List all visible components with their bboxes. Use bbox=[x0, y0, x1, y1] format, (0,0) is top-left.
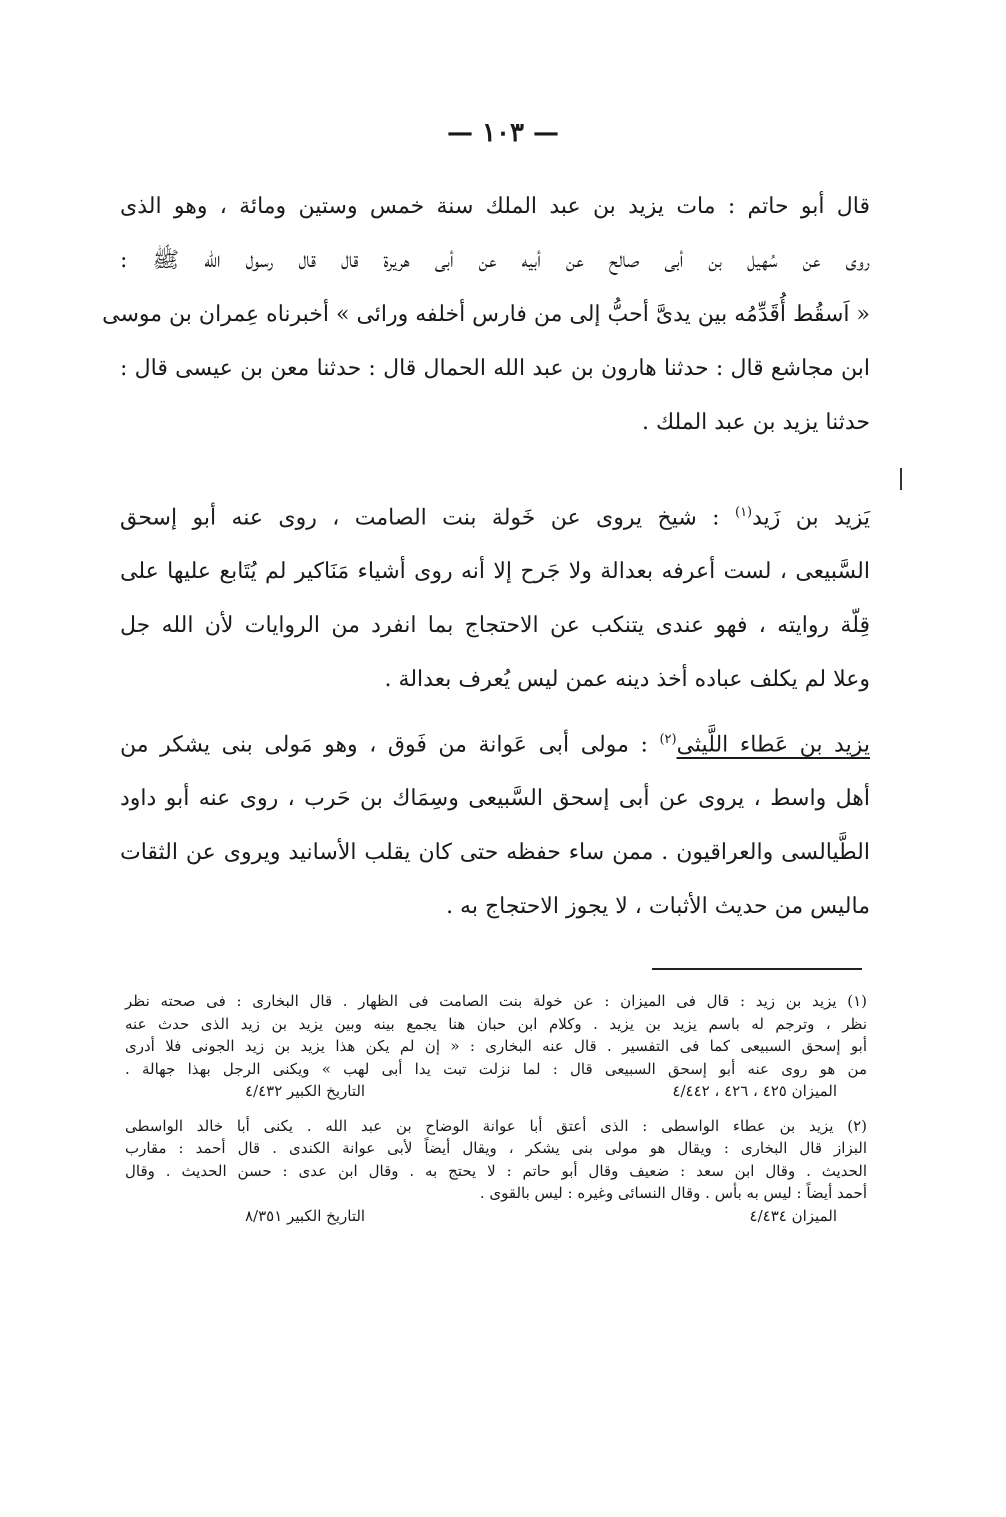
entry-text: : مولى أبى عَوانة من فَوق ، وهو مَولى بنى يشكر من bbox=[120, 732, 660, 758]
footnote-1 bbox=[125, 990, 867, 1103]
paragraph-yazid-ibn-zayd bbox=[120, 486, 870, 707]
footnote-line: (٢) يزيد بن عطاء الواسطى : الذى أعتق أبا عوانة الوضاح بن عبد الله . يكنى أبا خالد الواسطى bbox=[125, 1116, 867, 1135]
footnote-line: أبو إسحق السبيعى كما فى التفسير . قال عنه البخارى : « إن لم يكن هذا يزيد بن زيد الجونى فلا أدرى bbox=[125, 1037, 867, 1055]
footnote-line: (١) يزيد بن زيد : قال فى الميزان : عن خولة بنت الصامت فى الظهار . قال البخارى : فى صحته نظر bbox=[125, 992, 867, 1010]
footnote-ref: (٢) bbox=[659, 732, 677, 747]
footnote-references bbox=[125, 1205, 867, 1228]
text-line: السَّبيعى ، لست أعرفه بعدالة ولا جَرح إلا أنه روى أشياء مَنَاكير لم يُتَابع عليها على bbox=[120, 559, 870, 585]
margin-mark bbox=[900, 468, 902, 490]
footnote-ref: (١) bbox=[734, 505, 753, 520]
footnote-line: من هو روى عنه أبو إسحق السبيعى قال : لما نزلت تبت يدا أبى لهب » ويكنى الرجل بهذا جهالة . bbox=[125, 1059, 867, 1078]
paragraph-yazid-ibn-ata bbox=[120, 713, 870, 934]
text-line: روى عن سُهيل بن أبى صالح عن أبيه عن أبى هريرة قال قال رسول الله ﷺ : bbox=[120, 248, 870, 273]
text-line: قِلّة روايته ، فهو عندى يتنكب عن الاحتجاج بما انفرد من الروايات لأن الله جل bbox=[120, 613, 870, 639]
footnotes bbox=[125, 990, 867, 1239]
footnote-divider bbox=[652, 968, 862, 970]
text-line: ماليس من حديث الأثبات ، لا يجوز الاحتجاج به . bbox=[446, 894, 870, 920]
entry-term: يَزيد بن زَيد bbox=[752, 505, 871, 531]
entry-text: : شيخ يروى عن خَولة بنت الصامت ، روى عنه أبو إسحق bbox=[120, 505, 735, 531]
text-line: « اَسقُط أُقَدِّمُه بين يدىَّ أحبُّ إلى من فارس أخلفه ورائى » أخبرناه عِمران بن موسى bbox=[102, 302, 870, 327]
text-line: وعلا لم يكلف عباده أخذ دينه عمن ليس يُعرف بعدالة . bbox=[384, 667, 870, 693]
text-line: قال أبو حاتم : مات يزيد بن عبد الملك سنة خمس وستين ومائة ، وهو الذى bbox=[120, 194, 870, 219]
text-line: ابن مجاشع قال : حدثنا هارون بن عبد الله الحمال قال : حدثنا معن بن عيسى قال : bbox=[120, 356, 870, 381]
text-line: أهل واسط ، يروى عن أبى إسحق السَّبيعى وسِمَاك بن حَرب ، روى عنه أبو داود bbox=[120, 786, 870, 812]
text-line: الطَّيالسى والعراقيون . ممن ساء حفظه حتى كان يقلب الأسانيد ويروى عن الثقات bbox=[120, 840, 870, 866]
entry-term: يزيد بن عَطاء اللَّيثى bbox=[676, 732, 870, 758]
footnote-line: البزاز قال البخارى : ويقال هو مولى بنى يشكر ، ويقال أيضاً لأبى عوانة الكندى . قال أحمد : مقارب bbox=[125, 1139, 867, 1157]
reference-tarikh: التاريخ الكبير ٨/٣٥١ bbox=[245, 1206, 366, 1225]
reference-mizan: الميزان ٤٢٥ ، ٤٢٦ ، ٤/٤٤٢ bbox=[672, 1082, 837, 1100]
footnote-2 bbox=[125, 1115, 867, 1228]
page-number: — ١٠٣ — bbox=[446, 118, 560, 148]
entry-first-line bbox=[120, 713, 870, 772]
entry-first-line bbox=[120, 486, 870, 545]
paragraph-yazid-ibn-abd-al-malik bbox=[102, 180, 870, 450]
footnote-line: الحديث . وقال ابن سعد : ضعيف وقال أبو حاتم : لا يحتج به . وقال ابن عدى : حسن الحديث . وقال bbox=[125, 1161, 867, 1180]
reference-mizan: الميزان ٤/٤٣٤ bbox=[749, 1206, 837, 1225]
footnote-line: أحمد أيضاً : ليس به بأس . وقال النسائى وغيره : ليس بالقوى . bbox=[479, 1184, 867, 1202]
text-line: حدثنا يزيد بن عبد الملك . bbox=[641, 410, 870, 435]
footnote-line: نظر ، وترجم له باسم يزيد بن يزيد . وكلام ابن حبان هنا يجمع بينه وبين يزيد بن زيد الذى حدث عنه bbox=[125, 1014, 867, 1033]
reference-tarikh: التاريخ الكبير ٤/٤٣٢ bbox=[245, 1082, 366, 1100]
footnote-references bbox=[125, 1080, 867, 1103]
